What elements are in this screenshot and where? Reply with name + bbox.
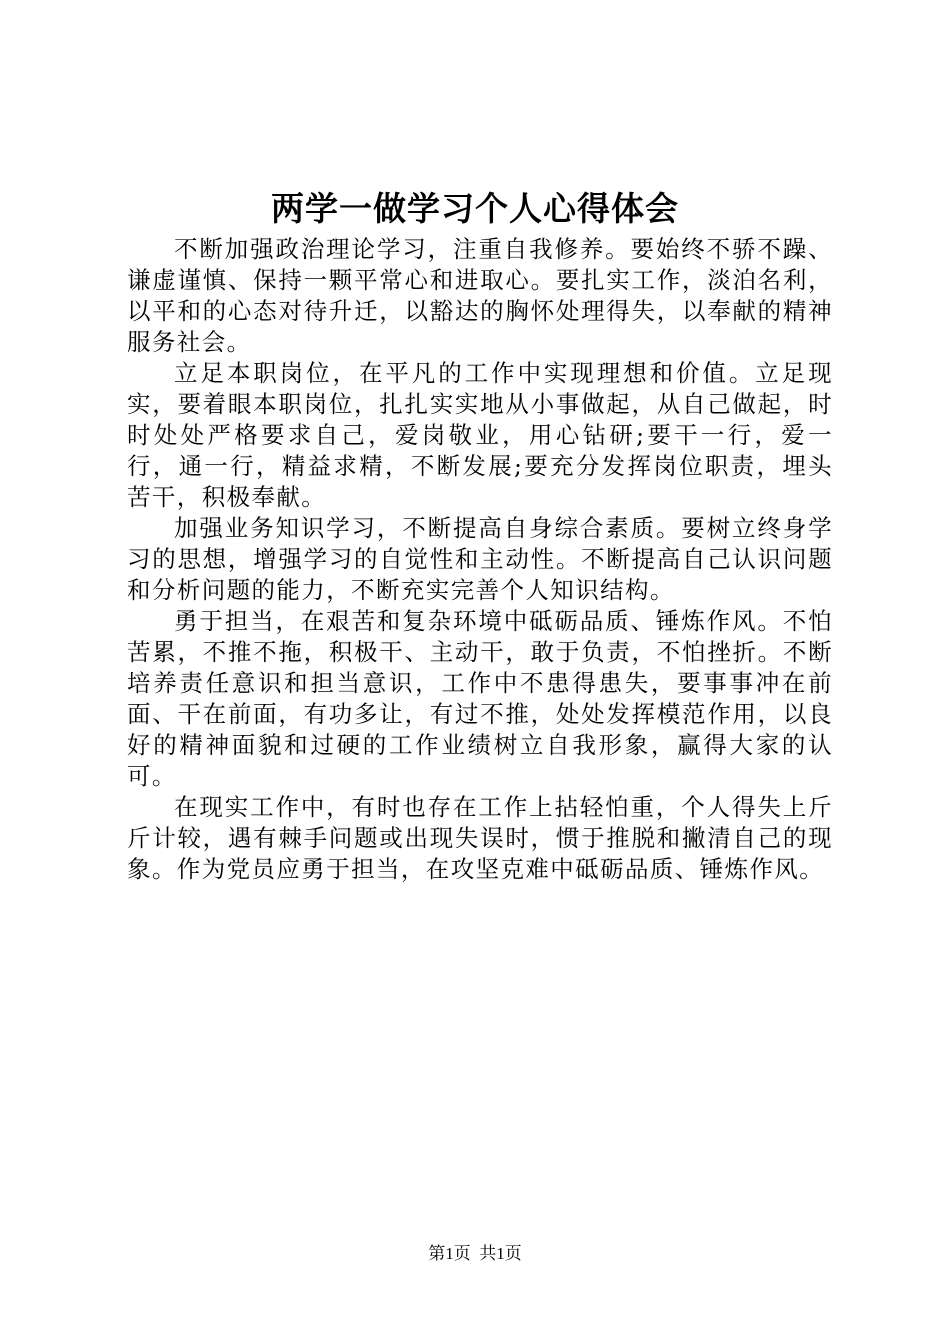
paragraph: 加强业务知识学习，不断提高自身综合素质。要树立终身学习的思想，增强学习的自觉性和主动性。不断提高自己认识问题和分析问题的能力，不断充实完善个人知识结构。 bbox=[127, 514, 833, 604]
page-number: 第1页 bbox=[428, 1244, 471, 1263]
page-footer bbox=[0, 1243, 950, 1265]
paragraph: 不断加强政治理论学习，注重自我修养。要始终不骄不躁、谦虚谨慎、保持一颗平常心和进取心。要扎实工作，淡泊名利，以平和的心态对待升迁，以豁达的胸怀处理得失，以奉献的精神服务社会。 bbox=[127, 235, 833, 356]
document-body bbox=[127, 234, 833, 885]
paragraph: 立足本职岗位，在平凡的工作中实现理想和价值。立足现实，要着眼本职岗位，扎扎实实地从小事做起，从自己做起，时时处处严格要求自己，爱岗敬业，用心钻研;要干一行，爱一行，通一行，精益求精，不断发展;要充分发挥岗位职责，埋头苦干，积极奉献。 bbox=[127, 359, 833, 511]
paragraph: 勇于担当，在艰苦和复杂环境中砥砺品质、锤炼作风。不怕苦累，不推不拖，积极干、主动干，敢于负责，不怕挫折。不断培养责任意识和担当意识，工作中不患得患失，要事事冲在前面、干在前面，有功多让，有过不推，处处发挥模范作用，以良好的精神面貌和过硬的工作业绩树立自我形象，赢得大家的认可。 bbox=[127, 607, 833, 790]
page-total: 共1页 bbox=[479, 1244, 522, 1263]
paragraph: 在现实工作中，有时也存在工作上拈轻怕重，个人得失上斤斤计较，遇有棘手问题或出现失误时，惯于推脱和撇清自己的现象。作为党员应勇于担当，在攻坚克难中砥砺品质、锤炼作风。 bbox=[127, 793, 833, 883]
document-title: 两学一做学习个人心得体会 bbox=[271, 189, 679, 228]
